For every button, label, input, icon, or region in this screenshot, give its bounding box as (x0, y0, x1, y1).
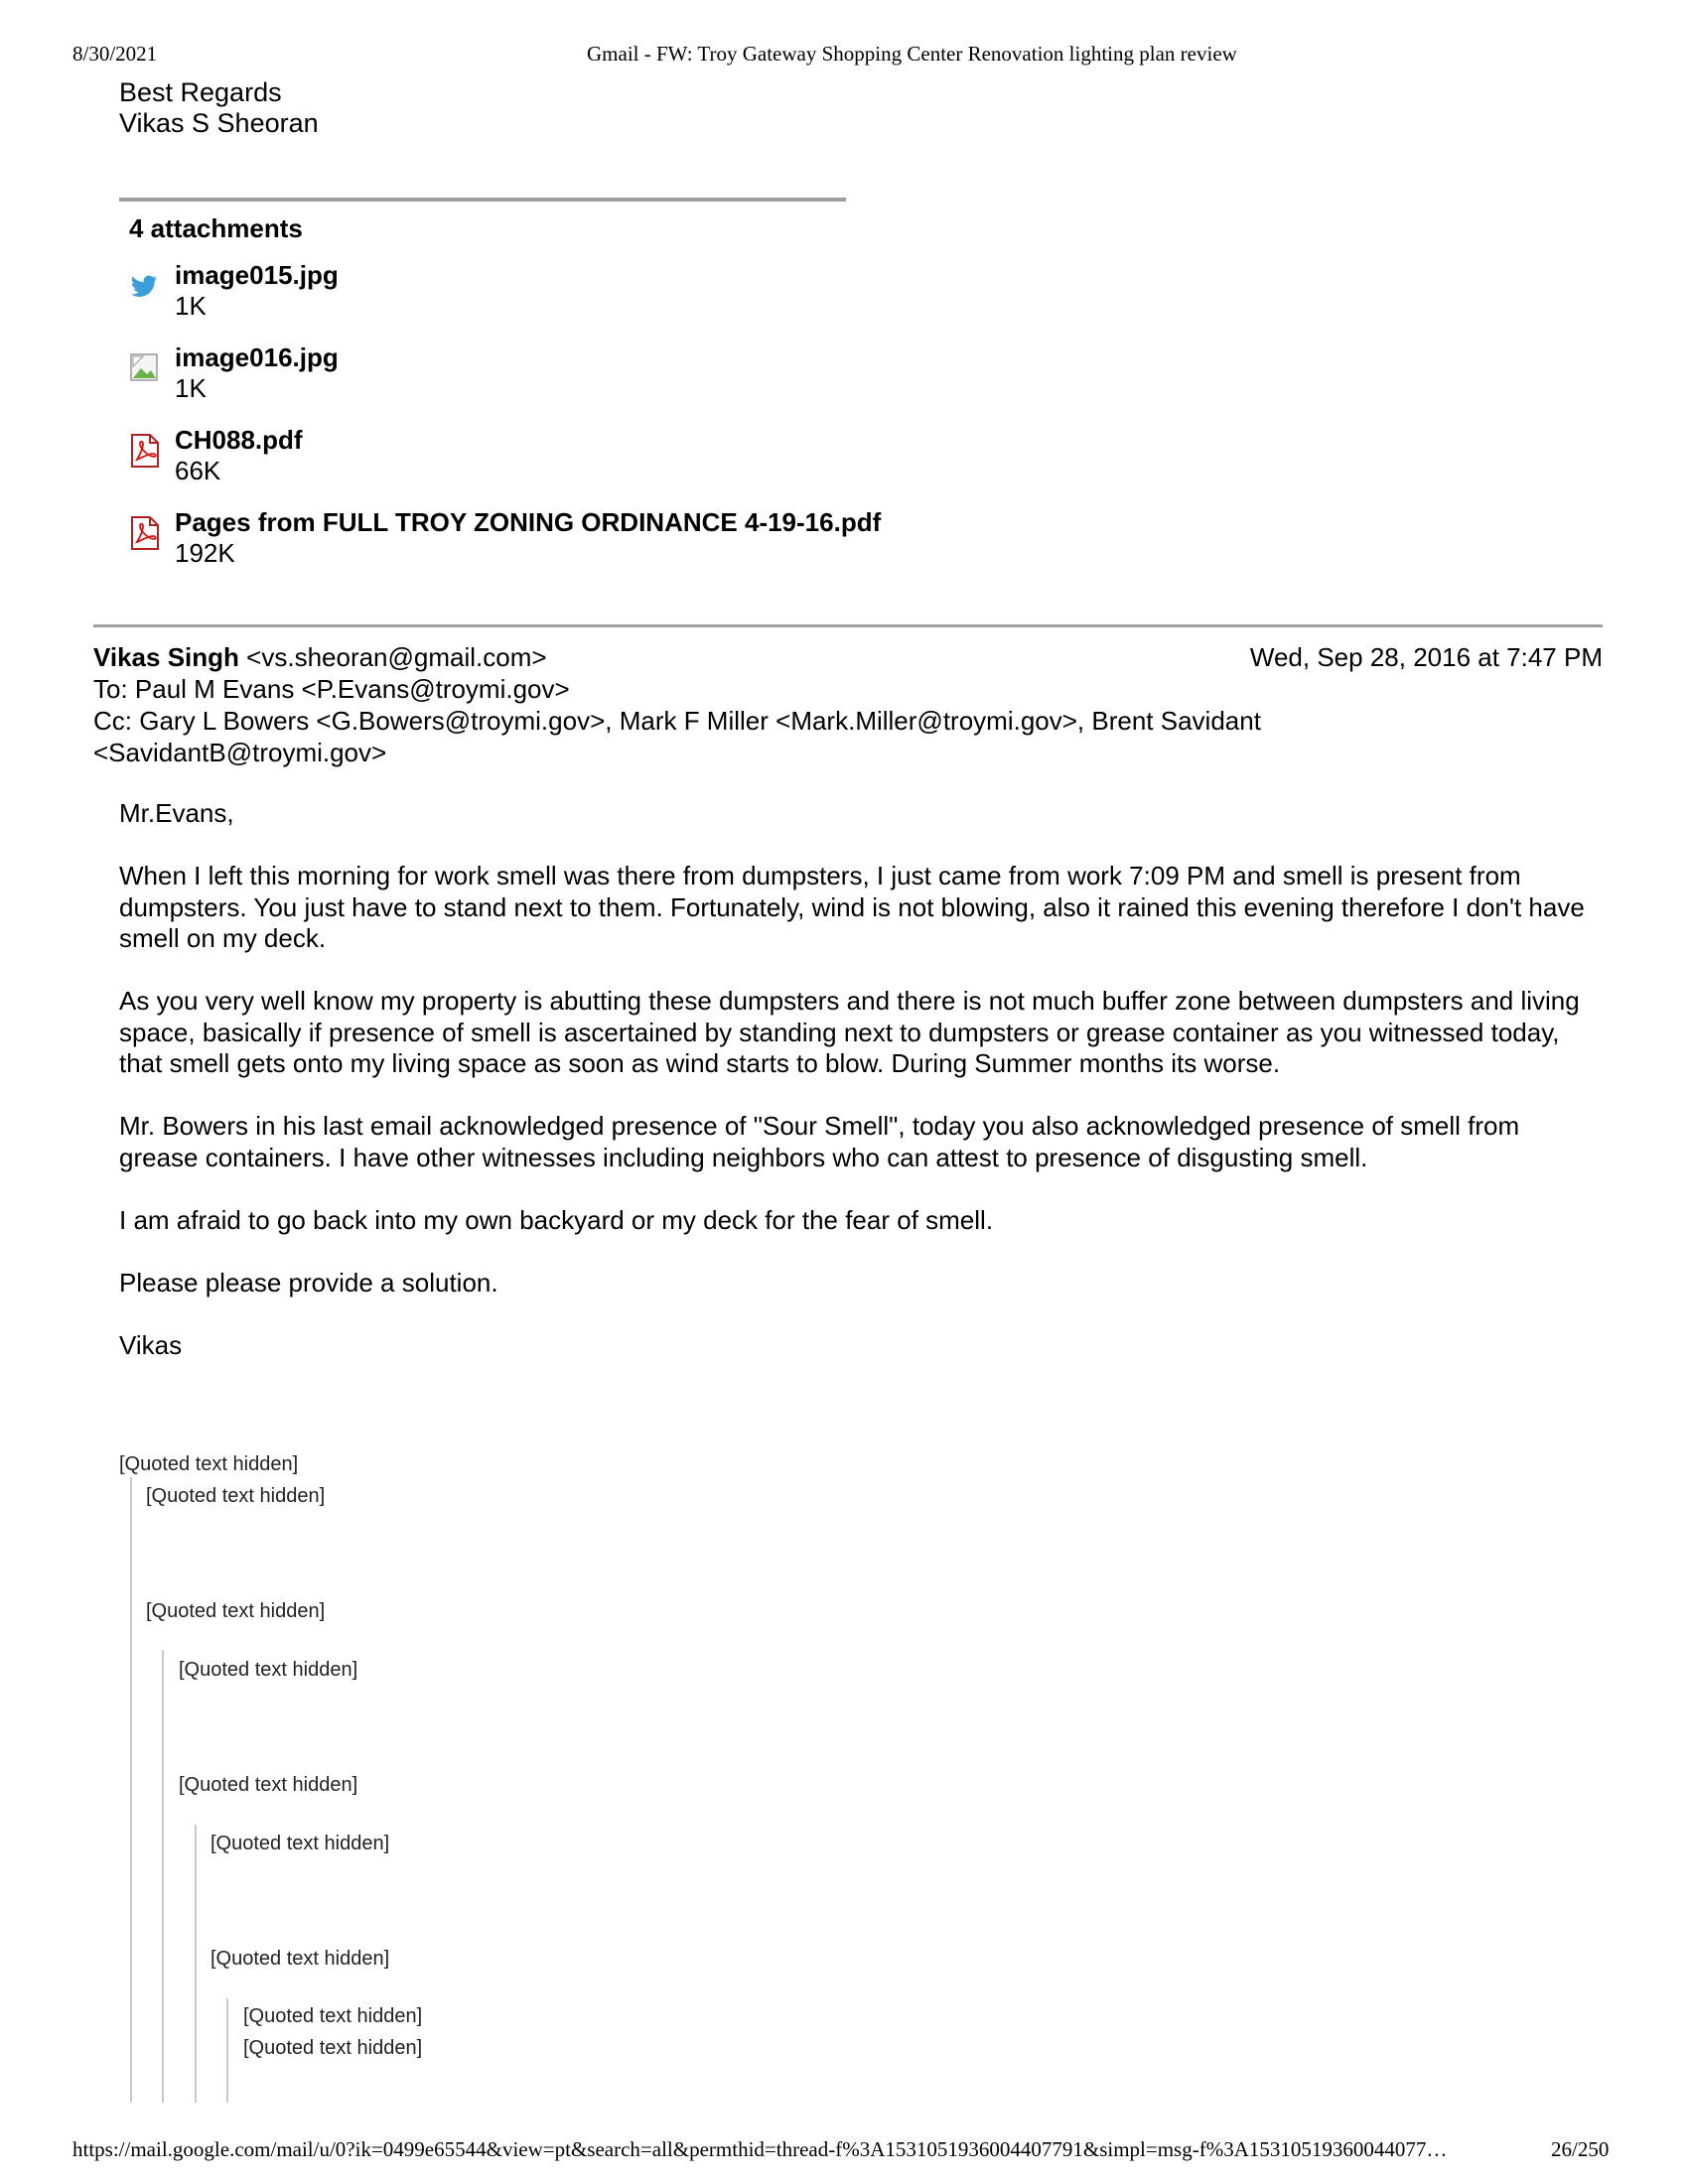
attachment-size: 192K (175, 538, 235, 568)
pdf-icon (129, 515, 161, 551)
body-paragraph: As you very well know my property is abutting these dumpsters and there is not much buffer zone between dumpsters and living space, basically if presence of smell is ascertained by standing next to dumpsters or grease container as you witnessed today, that smell gets onto my living space as soon as wind starts to blow. During Summer months its worse. (119, 986, 1580, 1078)
body-paragraph: I am afraid to go back into my own backyard or my deck for the fear of smell. (119, 1204, 994, 1235)
quoted-text-toggle[interactable]: [Quoted text hidden] (119, 1453, 299, 1475)
attachment-size: 66K (175, 456, 221, 485)
twitter-bird-icon (129, 268, 161, 304)
cc-line-continued: <SavidantB@troymi.gov> (93, 738, 387, 767)
attachment-name[interactable]: CH088.pdf (175, 425, 303, 455)
greeting: Mr.Evans, (119, 798, 234, 828)
quote-bar (130, 1477, 132, 2103)
quoted-text-toggle[interactable]: [Quoted text hidden] (211, 1833, 390, 1854)
body-paragraph: When I left this morning for work smell was there from dumpsters, I just came from work 7:09 PM and smell is present from dumpsters. You just have to stand next to them. Fortunately, wind is not blowing, also it rained this evening therefore I don't have smell on my deck. (119, 861, 1585, 953)
quoted-text-toggle[interactable]: [Quoted text hidden] (243, 2005, 423, 2027)
quote-bar (162, 1650, 164, 2103)
message-divider (93, 624, 1603, 627)
message-header (93, 641, 1603, 768)
sign-off: Vikas (119, 1329, 183, 1360)
signature-line: Best Regards (119, 77, 282, 107)
quote-bar (226, 1998, 228, 2103)
message-body (119, 798, 1589, 1393)
sender-name: Vikas Singh (93, 642, 239, 672)
quoted-text-toggle[interactable]: [Quoted text hidden] (146, 1600, 326, 1622)
attachment-size: 1K (175, 291, 207, 321)
attachment-name[interactable]: Pages from FULL TROY ZONING ORDINANCE 4-19-16.pdf (175, 507, 882, 537)
body-paragraph: Mr. Bowers in his last email acknowledged presence of "Sour Smell", today you also acknowledged presence of smell from grease containers. I have other witnesses including neighbors who can attest to presence of disgusting smell. (119, 1111, 1520, 1172)
sender-email: <vs.sheoran@gmail.com> (246, 642, 547, 672)
page-number: 26/250 (1551, 2137, 1610, 2161)
quoted-text-toggle[interactable]: [Quoted text hidden] (211, 1948, 390, 1970)
quote-bar (195, 1825, 197, 2103)
cc-line: Cc: Gary L Bowers <G.Bowers@troymi.gov>, Mark F Miller <Mark.Miller@troymi.gov>, Brent Savidant (93, 706, 1261, 736)
print-title: Gmail - FW: Troy Gateway Shopping Center Renovation lighting plan review (587, 42, 1237, 66)
quoted-text-toggle[interactable]: [Quoted text hidden] (243, 2037, 423, 2059)
quoted-text-toggle[interactable]: [Quoted text hidden] (179, 1774, 358, 1796)
to-line: To: Paul M Evans <P.Evans@troymi.gov> (93, 674, 570, 704)
attachments-divider (119, 198, 846, 202)
signature (119, 77, 319, 139)
print-url: https://mail.google.com/mail/u/0?ik=0499e65544&view=pt&search=all&permthid=thread-f%3A1531051936004407791&simpl=msg-f%3A15310519360044077… (72, 2137, 1448, 2161)
quoted-text-toggle[interactable]: [Quoted text hidden] (179, 1659, 358, 1681)
attachment-name[interactable]: image016.jpg (175, 342, 339, 372)
message-date: Wed, Sep 28, 2016 at 7:47 PM (1249, 642, 1603, 672)
broken-image-icon (129, 350, 161, 386)
pdf-icon (129, 433, 161, 469)
quoted-text-toggle[interactable]: [Quoted text hidden] (146, 1485, 326, 1507)
signature-line: Vikas S Sheoran (119, 108, 319, 138)
attachment-name[interactable]: image015.jpg (175, 260, 339, 290)
attachment-size: 1K (175, 373, 207, 403)
print-date: 8/30/2021 (72, 42, 158, 66)
body-paragraph: Please please provide a solution. (119, 1267, 498, 1297)
attachments-heading: 4 attachments (129, 213, 303, 243)
